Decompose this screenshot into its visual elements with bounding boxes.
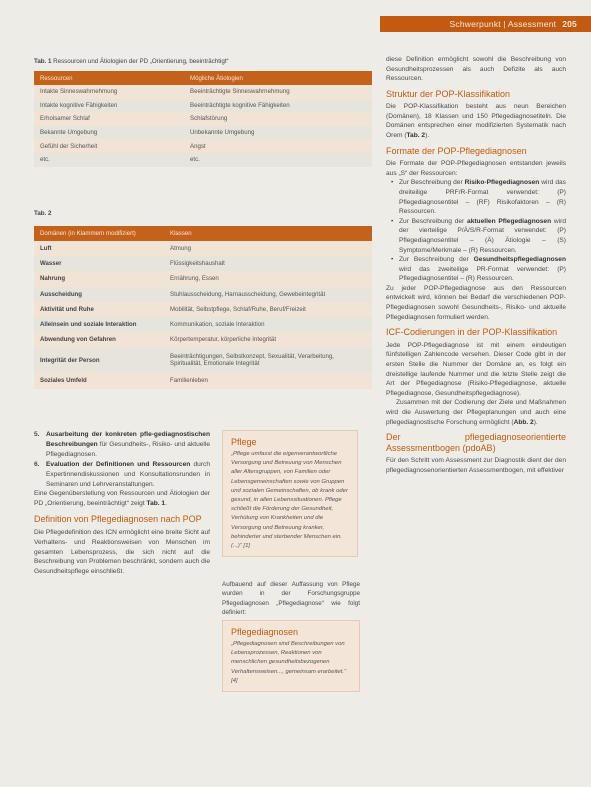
table-cell: Atmung — [164, 241, 372, 256]
figure-reference: Abb. 2 — [513, 418, 534, 426]
list-item — [399, 255, 566, 284]
list-item-text: Zur Beschreibung der — [399, 217, 465, 225]
section-heading: Definition von Pflegediagnosen nach POP — [34, 514, 202, 525]
list-item-bold: Ausarbeitung der konkreten pfle-gediagnostischen Beschreibungen — [46, 431, 210, 448]
table-cell: Mobilität, Selbstpflege, Schlaf/Ruhe, Beruf/Freizeit — [164, 302, 372, 317]
table-cell: Integrität der Person — [34, 347, 164, 373]
table-row — [34, 332, 372, 347]
table-cell: Wasser — [34, 256, 164, 271]
list-item-text: wird das dreiteilige PRF/R-Format verwendet: (P) Pflegediagnosentitel – (RF) Risikofaktoren – (R) Ressourcen. — [399, 179, 566, 216]
list-item-text: durch Expertinnendiskussionen und Konsultationsrunden in Seminaren und Lehrveranstaltungen. — [46, 460, 210, 488]
table-ressourcen-aetiologien — [34, 71, 372, 167]
paragraph: Die Pflegedefinition des ICN ermöglicht eine breite Sicht auf Verhaltens- und Reaktionsweisen von Menschen im gesamten Lebensprozess, die sich nicht auf die Beschreibung von Problemen beschränkt, sondern auch die Gesundheitspflege einschließt. — [34, 528, 210, 576]
section-heading: Der pflegediagnoseorientierte Assessmentbogen (pdoAB) — [386, 432, 566, 453]
table-row — [34, 139, 372, 153]
table2-caption — [34, 210, 51, 217]
paragraph: Zusammen mit der Codierung der Ziele und Maßnahmen wird die Auswertung der Pflegeplanungen und auch eine pflegediagnostische Forschung ermöglicht (Abb. 2). — [386, 399, 566, 426]
bullet-list — [399, 178, 566, 284]
table-row — [34, 302, 372, 317]
table-row — [34, 153, 372, 167]
table-cell: Intakte kognitive Fähigkeiten — [34, 99, 184, 113]
table-cell: Beeinträchtigte Sinneswahrnehmung — [184, 85, 372, 99]
right-column — [386, 55, 566, 475]
list-item-number: 5. — [34, 431, 40, 438]
table2-caption-number: Tab. 2 — [34, 210, 52, 217]
table-row — [34, 317, 372, 332]
numbered-list — [34, 430, 210, 489]
list-item-bold: Risiko-Pflegediagnosen — [464, 179, 540, 187]
table-domaenen-klassen — [34, 226, 372, 389]
list-item — [399, 178, 566, 216]
table-cell: Flüssigkeitshaushalt — [164, 256, 372, 271]
box-title: Pflege — [231, 437, 257, 447]
table-reference: Tab. 1 — [146, 500, 166, 508]
table-row — [34, 347, 372, 373]
section-heading: ICF-Codierungen in der POP-Klassifikation — [386, 327, 558, 338]
box-title: Pflegediagnosen — [231, 627, 299, 637]
middle-paragraph: Aufbauend auf dieser Auffassung von Pflege wurden in der Forschungsgruppe Pflegediagnosen „Pflegediagnose“ wie folgt definiert: — [222, 581, 360, 617]
list-item — [399, 217, 566, 255]
table-cell: Beeinträchtigungen, Selbstkonzept, Sexualität, Verarbeitung, Spiritualität, Emotionale Integrität — [164, 347, 372, 373]
table1-header-row — [34, 71, 372, 85]
left-column — [34, 430, 210, 577]
paragraph: Zu jeder POP-Pflegediagnose aus den Ressourcen entwickelt wird, können bei Bedarf die verschiedenen POP-Pflegediagnosen sowohl Gesundheits-, Risiko- und aktuelle Pflegediagnosen formuliert werden. — [386, 284, 566, 321]
list-item — [34, 460, 210, 490]
table-reference: Tab. 2 — [406, 132, 426, 140]
table-cell: Erholsamer Schlaf — [34, 112, 184, 126]
table-cell: Soziales Umfeld — [34, 373, 164, 388]
table-cell: Unbekannte Umgebung — [184, 126, 372, 140]
table-cell: Körpertemperatur, körperliche Integrität — [164, 332, 372, 347]
table-row — [34, 373, 372, 388]
table-cell: Angst — [184, 139, 372, 153]
table-cell: Beeinträchtigte kognitive Fähigkeiten — [184, 99, 372, 113]
table2-header-cell: Domänen (in Klammern modifiziert) — [34, 226, 164, 241]
table2-header-row — [34, 226, 372, 241]
paragraph-text: Eine Gegenüberstellung von Ressourcen und Ätiologien der PD „Orientierung, beeinträchtigt“ zeigt — [34, 490, 210, 508]
page-number: 205 — [562, 19, 577, 29]
table-cell: Nahrung — [34, 271, 164, 286]
table-cell: Ernährung, Essen — [164, 271, 372, 286]
table1-caption-number: Tab. 1 — [34, 58, 52, 65]
table-cell: Stuhlausscheidung, Harnausscheidung, Gewebeintegrität — [164, 287, 372, 302]
definition-box-pflegediagnosen — [222, 620, 360, 692]
list-item-text: wird das zweiteilige PR-Format verwendet: (P) Pflegediagnosentitel – (R) Ressourcen. — [399, 265, 566, 283]
paragraph: Jede POP-Pflegediagnose ist mit einem eindeutigen fünfstelligen Zahlencode versehen. Dieser Code gibt in der ersten Stelle die Nummer der Domäne an, es folgt ein dreistellige laufende Nummer und die letzte Stelle zeigt die Art der Pflegediagnose (Risiko-Pflegediagnose, aktuelle Pflegediagnose, Gesundheitspflegediagnose). — [386, 341, 566, 397]
table1-caption-text: Ressourcen und Ätiologien der PD „Orientierung, beeinträchtigt“ — [53, 58, 229, 65]
box-quote: „Pflege umfasst die eigenverantwortliche Versorgung und Betreuung von Menschen aller Altersgruppen, von Familien oder Lebensgemeinschaften sowie von Gruppen und sozialen Gemeinschaften, ob krank oder gesund, in allen Lebenssituationen. Pflege schließt die Förderung der Gesundheit, Verhütung von Krankheiten und die Versorgung und Betreuung kranker, behinderter und sterbender Menschen ein. (...)“ [1] — [231, 451, 348, 550]
table-row — [34, 126, 372, 140]
table1-header-cell: Mögliche Ätiologien — [184, 71, 372, 85]
paragraph: Die Formate der POP-Pflegediagnosen entstanden jeweils aus „S“ der Ressourcen: — [386, 160, 566, 177]
section-heading: Formate der POP-Pflegediagnosen — [386, 145, 527, 156]
table-cell: Bekannte Umgebung — [34, 126, 184, 140]
definition-box-pflege — [222, 430, 358, 557]
table2-header-cell: Klassen — [164, 226, 372, 241]
table-cell: Schlafstörung — [184, 112, 372, 126]
running-header — [380, 16, 591, 32]
table-cell: Familienleben — [164, 373, 372, 388]
paragraph-text: Zusammen mit der Codierung der Ziele und Maßnahmen wird die Auswertung der Pflegeplanungen und auch eine pflegediagnostische Forschung ermöglicht — [386, 399, 566, 426]
table-cell: Alleinsein und soziale Interaktion — [34, 317, 164, 332]
list-item-text: Zur Beschreibung der — [399, 179, 463, 187]
table-cell: Ausscheidung — [34, 287, 164, 302]
paragraph-text: Die POP-Klassifikation besteht aus neun Bereichen (Domänen), 18 Klassen und 150 Pflegediagnosetiteln. Die Domänen entsprechen einer modifizierten Systematik nach Orem — [386, 103, 566, 140]
table1-header-cell: Ressourcen — [34, 71, 184, 85]
list-item-text: Zur Beschreibung der — [399, 256, 469, 264]
chapter-title: Schwerpunkt | Assessment — [449, 19, 557, 29]
table-row — [34, 112, 372, 126]
table-row — [34, 85, 372, 99]
table-row — [34, 271, 372, 286]
list-item-text: wird der vierteilige P/Ä/S/R-Format verwendet: (P) Pflegediagnosentitel – (Ä) Ätiologie – (S) Symptome/Merkmale – (R) Ressourcen. — [399, 217, 566, 254]
table1-caption — [34, 58, 229, 65]
table-cell: etc. — [184, 153, 372, 167]
table-row — [34, 241, 372, 256]
table-cell: Gefühl der Sicherheit — [34, 139, 184, 153]
paragraph: Die POP-Klassifikation besteht aus neun Bereichen (Domänen), 18 Klassen und 150 Pflegediagnosetiteln. Die Domänen entsprechen einer modifizierten Systematik nach Orem (Tab. 2). — [386, 103, 566, 140]
list-item-bold: Gesundheitspflegediagnosen — [473, 256, 566, 264]
table-row — [34, 287, 372, 302]
table-cell: Luft — [34, 241, 164, 256]
list-item-text: für Gesundheits-, Risiko- und aktuelle Pflegediagnosen. — [46, 440, 210, 458]
table-cell: Kommunikation, soziale Interaktion — [164, 317, 372, 332]
list-item — [34, 430, 210, 460]
list-item-bold: Evaluation der Definitionen und Ressourcen — [46, 460, 191, 468]
table-cell: Intakte Sinneswahrnehmung — [34, 85, 184, 99]
table-row — [34, 99, 372, 113]
table-row — [34, 256, 372, 271]
list-item-number: 6. — [34, 460, 40, 468]
section-heading: Struktur der POP-Klassifikation — [386, 88, 511, 99]
table-cell: etc. — [34, 153, 184, 167]
box-quote: „Pflegediagnosen sind Beschreibungen von Lebensprozessen, Reaktionen von menschlichen gesundheitsbezogenen Verhaltensweisen..., gemeinsam erarbeitet.“ [4] — [231, 641, 347, 684]
paragraph: diese Definition ermöglicht sowohl die Beschreibung von Gesundheitsprozessen als auch Defizite als auch Ressourcen. — [386, 56, 566, 83]
paragraph: Für den Schritt vom Assessment zur Diagnostik dient der den pflegediagnosenorientierten Assessmentbogen, mit effektiver — [386, 457, 566, 474]
list-item-bold: aktuellen Pflegediagnosen — [467, 217, 552, 225]
table-cell: Aktivität und Ruhe — [34, 302, 164, 317]
paragraph: Eine Gegenüberstellung von Ressourcen und Ätiologien der PD „Orientierung, beeinträchtigt“ zeigt Tab. 1. — [34, 490, 210, 508]
table-cell: Abwendung von Gefahren — [34, 332, 164, 347]
